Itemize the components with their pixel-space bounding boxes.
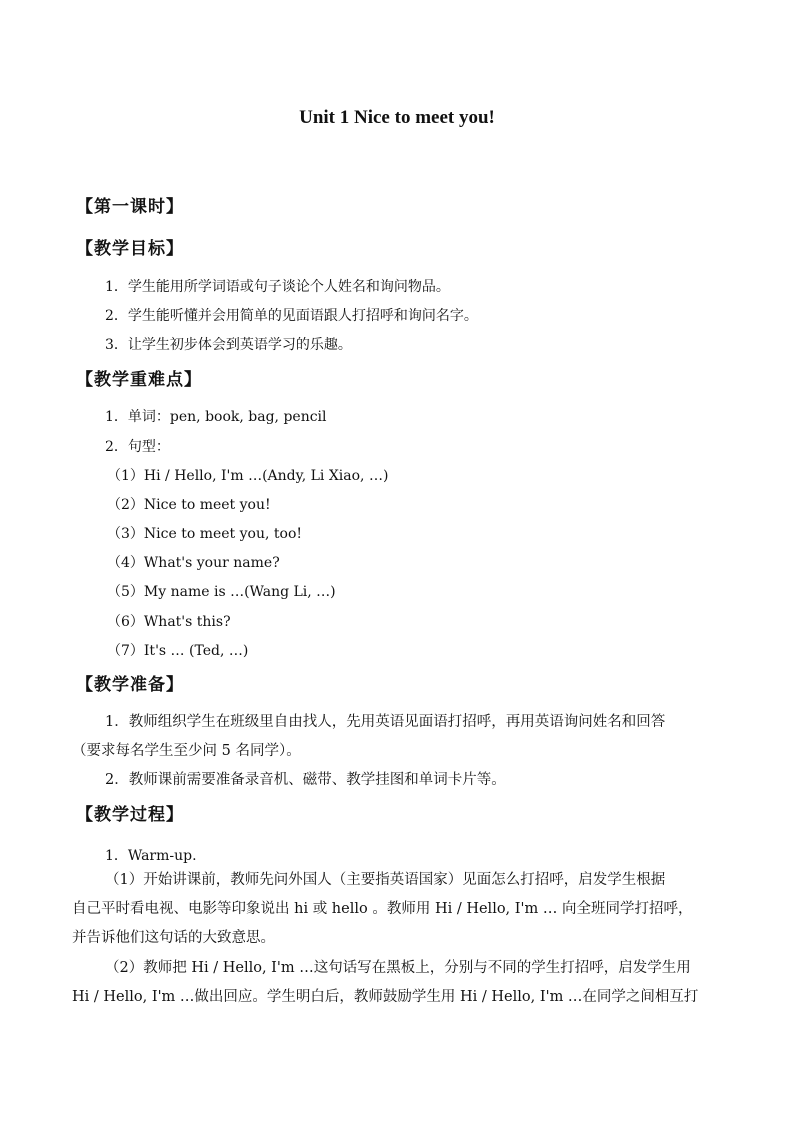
heading-goals: 【教学目标】 [76, 239, 184, 259]
process-s2-line1: （2）教师把 Hi / Hello, I'm …这句话写在黑板上，分别与不同的学生打招呼，启发学生用 [105, 960, 691, 976]
process-s1-line2: 自己平时看电视、电影等印象说出 hi 或 hello 。教师用 Hi / Hello, I'm … 向全班同学打招呼， [72, 901, 693, 917]
heading-process: 【教学过程】 [76, 805, 184, 825]
process-step-1: 1．Warm-up. [105, 848, 197, 864]
page-title: Unit 1 Nice to meet you! [299, 107, 495, 128]
prep-p1-line1: 1．教师组织学生在班级里自由找人，先用英语见面语打招呼，再用英语询问姓名和回答 [105, 714, 666, 730]
heading-keypoints: 【教学重难点】 [76, 370, 202, 390]
process-s1-line1: （1）开始讲课前，教师先问外国人（主要指英语国家）见面怎么打招呼，启发学生根据 [105, 872, 666, 888]
pattern-item-1: （1）Hi / Hello, I'm …(Andy, Li Xiao, …) [107, 468, 389, 484]
heading-prep: 【教学准备】 [76, 675, 184, 695]
heading-lesson: 【第一课时】 [76, 197, 184, 217]
goal-item-3: 3．让学生初步体会到英语学习的乐趣。 [105, 337, 352, 353]
process-s1-line3: 并告诉他们这句话的大致意思。 [72, 930, 275, 946]
pattern-item-6: （6）What's this? [107, 614, 231, 630]
pattern-item-5: （5）My name is …(Wang Li, …) [107, 584, 336, 600]
keypoint-patterns-label: 2．句型： [105, 439, 170, 455]
pattern-item-3: （3）Nice to meet you, too! [107, 526, 303, 542]
goal-item-2: 2．学生能听懂并会用简单的见面语跟人打招呼和询问名字。 [105, 308, 478, 324]
prep-paragraph-2 [72, 766, 722, 795]
prep-p1-line2: （要求每名学生至少问 5 名同学）。 [72, 743, 301, 759]
goal-item-1: 1．学生能用所学词语或句子谈论个人姓名和询问物品。 [105, 279, 450, 295]
pattern-item-2: （2）Nice to meet you! [107, 497, 271, 513]
process-paragraph-2 [72, 954, 722, 1012]
prep-p2: 2．教师课前需要准备录音机、磁带、教学挂图和单词卡片等。 [105, 772, 506, 788]
process-paragraph-1 [72, 866, 722, 953]
keypoint-words: 1．单词：pen, book, bag, pencil [105, 409, 327, 425]
process-s2-line2: Hi / Hello, I'm …做出回应。学生明白后，教师鼓励学生用 Hi / Hello, I'm …在同学之间相互打 [72, 989, 699, 1005]
pattern-item-4: （4）What's your name? [107, 555, 280, 571]
pattern-item-7: （7）It's … (Ted, …) [107, 643, 249, 659]
prep-paragraph-1 [72, 708, 722, 766]
